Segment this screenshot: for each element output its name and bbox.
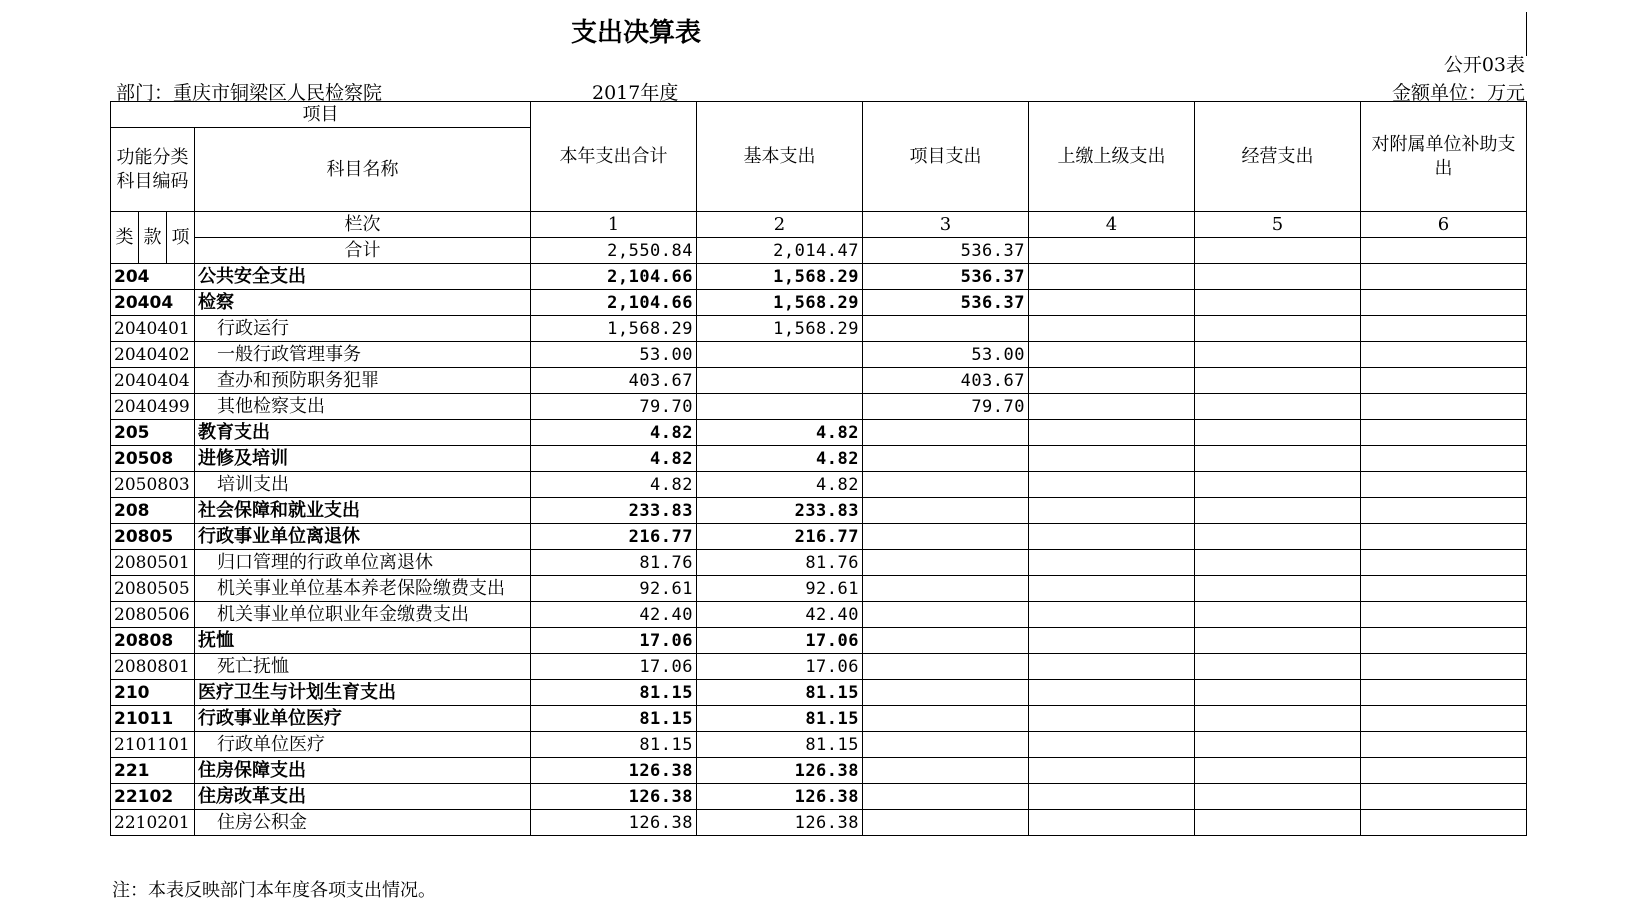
subject-code: 20808 xyxy=(111,628,195,654)
amount-cell: 4.82 xyxy=(531,472,697,498)
subject-code: 221 xyxy=(111,758,195,784)
amount-cell: 81.15 xyxy=(697,706,863,732)
amount-cell xyxy=(1195,680,1361,706)
amount-cell xyxy=(1195,784,1361,810)
amount-cell: 81.15 xyxy=(531,732,697,758)
table-row xyxy=(111,732,1527,758)
header-row-lanci xyxy=(111,212,1527,238)
table-row xyxy=(111,368,1527,394)
amount-cell xyxy=(863,550,1029,576)
col-header-project: 项目支出 xyxy=(863,102,1029,212)
amount-cell xyxy=(1361,732,1527,758)
subject-code: 22102 xyxy=(111,784,195,810)
amount-cell: 1,568.29 xyxy=(531,316,697,342)
amount-cell xyxy=(1029,732,1195,758)
amount-cell xyxy=(697,394,863,420)
amount-cell: 1,568.29 xyxy=(697,264,863,290)
amount-cell: 92.61 xyxy=(531,576,697,602)
amount-cell xyxy=(1361,290,1527,316)
amount-cell: 2,104.66 xyxy=(531,264,697,290)
table-row xyxy=(111,784,1527,810)
total-cell: 2,550.84 xyxy=(531,238,697,264)
amount-cell xyxy=(863,420,1029,446)
subject-name: 其他检察支出 xyxy=(195,394,531,420)
subject-name: 社会保障和就业支出 xyxy=(195,498,531,524)
amount-cell: 53.00 xyxy=(531,342,697,368)
amount-cell xyxy=(1195,472,1361,498)
col-num-2: 2 xyxy=(697,212,863,238)
amount-cell xyxy=(1029,368,1195,394)
total-cell xyxy=(1195,238,1361,264)
amount-cell xyxy=(863,758,1029,784)
subject-name: 住房保障支出 xyxy=(195,758,531,784)
col-num-6: 6 xyxy=(1361,212,1527,238)
amount-cell xyxy=(1195,498,1361,524)
amount-cell xyxy=(1361,394,1527,420)
amount-cell xyxy=(697,368,863,394)
amount-cell xyxy=(1361,264,1527,290)
table-row xyxy=(111,576,1527,602)
subject-name: 进修及培训 xyxy=(195,446,531,472)
subject-code: 2210201 xyxy=(111,810,195,836)
amount-cell xyxy=(1029,446,1195,472)
amount-cell xyxy=(1195,420,1361,446)
amount-cell: 17.06 xyxy=(697,654,863,680)
table-row xyxy=(111,446,1527,472)
subject-name: 一般行政管理事务 xyxy=(195,342,531,368)
subject-code: 20404 xyxy=(111,290,195,316)
amount-cell: 126.38 xyxy=(531,784,697,810)
total-cell: 2,014.47 xyxy=(697,238,863,264)
amount-cell xyxy=(1361,472,1527,498)
table-row xyxy=(111,420,1527,446)
amount-cell xyxy=(1361,316,1527,342)
amount-cell xyxy=(863,498,1029,524)
amount-cell xyxy=(1195,290,1361,316)
amount-cell xyxy=(1361,342,1527,368)
year-label: 2017年度 xyxy=(592,82,679,104)
amount-cell: 216.77 xyxy=(531,524,697,550)
amount-cell xyxy=(1195,654,1361,680)
amount-cell: 126.38 xyxy=(531,810,697,836)
amount-cell xyxy=(1029,290,1195,316)
form-number: 公开03表 xyxy=(1443,54,1525,76)
col-header-subsidy: 对附属单位补助支出 xyxy=(1361,102,1527,212)
subject-name: 行政运行 xyxy=(195,316,531,342)
amount-cell xyxy=(1361,628,1527,654)
subject-name-header: 科目名称 xyxy=(195,128,531,212)
total-cell xyxy=(1029,238,1195,264)
subject-name: 医疗卫生与计划生育支出 xyxy=(195,680,531,706)
amount-cell: 42.40 xyxy=(531,602,697,628)
amount-cell xyxy=(1029,342,1195,368)
table-row xyxy=(111,810,1527,836)
amount-cell xyxy=(1029,472,1195,498)
col-num-3: 3 xyxy=(863,212,1029,238)
subject-code: 204 xyxy=(111,264,195,290)
subject-name: 检察 xyxy=(195,290,531,316)
amount-cell: 17.06 xyxy=(531,628,697,654)
amount-cell xyxy=(1029,654,1195,680)
table-row xyxy=(111,628,1527,654)
amount-cell xyxy=(1361,784,1527,810)
amount-cell xyxy=(1195,706,1361,732)
amount-cell: 81.76 xyxy=(697,550,863,576)
amount-cell xyxy=(1361,810,1527,836)
subject-name: 抚恤 xyxy=(195,628,531,654)
table-row xyxy=(111,680,1527,706)
project-header: 项目 xyxy=(111,102,531,128)
unit-label: 金额单位：万元 xyxy=(1391,82,1525,104)
subject-name: 机关事业单位基本养老保险缴费支出 xyxy=(195,576,531,602)
subject-name: 归口管理的行政单位离退休 xyxy=(195,550,531,576)
total-cell xyxy=(1361,238,1527,264)
amount-cell: 81.15 xyxy=(531,706,697,732)
subject-code: 2050803 xyxy=(111,472,195,498)
subject-name: 死亡抚恤 xyxy=(195,654,531,680)
amount-cell: 92.61 xyxy=(697,576,863,602)
amount-cell: 4.82 xyxy=(697,472,863,498)
table-row xyxy=(111,498,1527,524)
amount-cell xyxy=(1029,524,1195,550)
amount-cell: 126.38 xyxy=(697,784,863,810)
amount-cell xyxy=(863,472,1029,498)
amount-cell xyxy=(1195,550,1361,576)
subject-name: 行政事业单位医疗 xyxy=(195,706,531,732)
amount-cell xyxy=(1195,316,1361,342)
amount-cell: 126.38 xyxy=(531,758,697,784)
amount-cell xyxy=(1029,498,1195,524)
subject-name: 培训支出 xyxy=(195,472,531,498)
table-row xyxy=(111,654,1527,680)
amount-cell xyxy=(1361,420,1527,446)
col-header-basic: 基本支出 xyxy=(697,102,863,212)
amount-cell: 403.67 xyxy=(531,368,697,394)
amount-cell xyxy=(1029,394,1195,420)
amount-cell xyxy=(1029,420,1195,446)
amount-cell xyxy=(1361,706,1527,732)
amount-cell: 4.82 xyxy=(697,420,863,446)
table-row xyxy=(111,264,1527,290)
total-cell: 536.37 xyxy=(863,238,1029,264)
amount-cell xyxy=(863,628,1029,654)
amount-cell xyxy=(1361,654,1527,680)
amount-cell xyxy=(1195,758,1361,784)
amount-cell: 79.70 xyxy=(531,394,697,420)
table-row xyxy=(111,316,1527,342)
amount-cell: 42.40 xyxy=(697,602,863,628)
amount-cell xyxy=(1195,394,1361,420)
subject-code: 21011 xyxy=(111,706,195,732)
amount-cell xyxy=(1029,316,1195,342)
amount-cell xyxy=(1361,368,1527,394)
amount-cell: 536.37 xyxy=(863,264,1029,290)
subject-code: 2101101 xyxy=(111,732,195,758)
footnote: 注：本表反映部门本年度各项支出情况。 xyxy=(112,880,436,901)
subject-name: 查办和预防职务犯罪 xyxy=(195,368,531,394)
table-row xyxy=(111,550,1527,576)
amount-cell xyxy=(1361,524,1527,550)
col-header-total: 本年支出合计 xyxy=(531,102,697,212)
amount-cell: 2,104.66 xyxy=(531,290,697,316)
amount-cell xyxy=(1361,550,1527,576)
table-row xyxy=(111,758,1527,784)
col-header-upper: 上缴上级支出 xyxy=(1029,102,1195,212)
amount-cell xyxy=(1029,576,1195,602)
subject-name: 公共安全支出 xyxy=(195,264,531,290)
amount-cell xyxy=(1029,264,1195,290)
header-row-project xyxy=(111,102,1527,128)
table-row xyxy=(111,394,1527,420)
table-row xyxy=(111,706,1527,732)
amount-cell: 81.15 xyxy=(697,732,863,758)
table-row xyxy=(111,342,1527,368)
subject-code: 2040401 xyxy=(111,316,195,342)
amount-cell xyxy=(1029,810,1195,836)
subject-name: 住房改革支出 xyxy=(195,784,531,810)
amount-cell xyxy=(1195,602,1361,628)
subject-code: 2080501 xyxy=(111,550,195,576)
page-title: 支出决算表 xyxy=(570,18,701,48)
amount-cell: 4.82 xyxy=(531,446,697,472)
table-row xyxy=(111,290,1527,316)
table-row xyxy=(111,524,1527,550)
amount-cell xyxy=(863,446,1029,472)
subject-name: 住房公积金 xyxy=(195,810,531,836)
amount-cell: 233.83 xyxy=(531,498,697,524)
amount-cell: 53.00 xyxy=(863,342,1029,368)
table-row xyxy=(111,602,1527,628)
amount-cell xyxy=(1195,264,1361,290)
amount-cell xyxy=(1029,550,1195,576)
subject-code: 208 xyxy=(111,498,195,524)
amount-cell xyxy=(863,810,1029,836)
amount-cell: 81.15 xyxy=(697,680,863,706)
amount-cell xyxy=(1195,732,1361,758)
amount-cell: 81.76 xyxy=(531,550,697,576)
subject-name: 机关事业单位职业年金缴费支出 xyxy=(195,602,531,628)
total-row xyxy=(111,238,1527,264)
amount-cell xyxy=(1361,680,1527,706)
amount-cell: 4.82 xyxy=(531,420,697,446)
amount-cell xyxy=(1029,706,1195,732)
kuan-header: 款 xyxy=(139,212,167,264)
amount-cell: 536.37 xyxy=(863,290,1029,316)
amount-cell xyxy=(863,732,1029,758)
amount-cell xyxy=(1195,628,1361,654)
amount-cell xyxy=(863,524,1029,550)
subject-code: 2080801 xyxy=(111,654,195,680)
amount-cell: 81.15 xyxy=(531,680,697,706)
total-label: 合计 xyxy=(195,238,531,264)
amount-cell: 4.82 xyxy=(697,446,863,472)
subject-code: 2080506 xyxy=(111,602,195,628)
amount-cell xyxy=(1195,342,1361,368)
department-label: 部门：重庆市铜梁区人民检察院 xyxy=(116,82,383,104)
table-body xyxy=(111,102,1527,836)
table-row xyxy=(111,472,1527,498)
subject-code: 20805 xyxy=(111,524,195,550)
amount-cell: 403.67 xyxy=(863,368,1029,394)
amount-cell: 216.77 xyxy=(697,524,863,550)
amount-cell xyxy=(1361,446,1527,472)
amount-cell xyxy=(1195,576,1361,602)
xiang-header: 项 xyxy=(167,212,195,264)
expenditure-table xyxy=(110,101,1527,836)
subject-name: 行政事业单位离退休 xyxy=(195,524,531,550)
col-num-5: 5 xyxy=(1195,212,1361,238)
subject-code: 2080505 xyxy=(111,576,195,602)
subject-code: 2040499 xyxy=(111,394,195,420)
amount-cell xyxy=(1361,498,1527,524)
amount-cell xyxy=(863,706,1029,732)
amount-cell xyxy=(863,654,1029,680)
amount-cell: 1,568.29 xyxy=(697,290,863,316)
amount-cell xyxy=(1361,602,1527,628)
amount-cell xyxy=(1195,524,1361,550)
subject-code: 2040404 xyxy=(111,368,195,394)
subject-name: 教育支出 xyxy=(195,420,531,446)
amount-cell: 17.06 xyxy=(697,628,863,654)
amount-cell: 17.06 xyxy=(531,654,697,680)
amount-cell xyxy=(1029,602,1195,628)
amount-cell xyxy=(697,342,863,368)
subject-code: 205 xyxy=(111,420,195,446)
amount-cell xyxy=(1029,680,1195,706)
amount-cell xyxy=(1361,576,1527,602)
subject-name: 行政单位医疗 xyxy=(195,732,531,758)
lanci-label: 栏次 xyxy=(195,212,531,238)
amount-cell xyxy=(1361,758,1527,784)
amount-cell: 126.38 xyxy=(697,810,863,836)
col-header-operating: 经营支出 xyxy=(1195,102,1361,212)
amount-cell xyxy=(1029,784,1195,810)
amount-cell xyxy=(863,680,1029,706)
subject-code: 20508 xyxy=(111,446,195,472)
amount-cell xyxy=(1195,368,1361,394)
amount-cell xyxy=(1029,628,1195,654)
amount-cell: 233.83 xyxy=(697,498,863,524)
amount-cell: 1,568.29 xyxy=(697,316,863,342)
amount-cell xyxy=(863,576,1029,602)
amount-cell xyxy=(1029,758,1195,784)
subject-code: 210 xyxy=(111,680,195,706)
subject-code: 2040402 xyxy=(111,342,195,368)
amount-cell: 126.38 xyxy=(697,758,863,784)
amount-cell xyxy=(863,316,1029,342)
lei-header: 类 xyxy=(111,212,139,264)
amount-cell xyxy=(863,602,1029,628)
col-num-4: 4 xyxy=(1029,212,1195,238)
amount-cell xyxy=(1195,446,1361,472)
col-num-1: 1 xyxy=(531,212,697,238)
func-code-header: 功能分类科目编码 xyxy=(111,128,195,212)
amount-cell xyxy=(863,784,1029,810)
amount-cell: 79.70 xyxy=(863,394,1029,420)
amount-cell xyxy=(1195,810,1361,836)
right-border-rule xyxy=(1526,12,1527,56)
